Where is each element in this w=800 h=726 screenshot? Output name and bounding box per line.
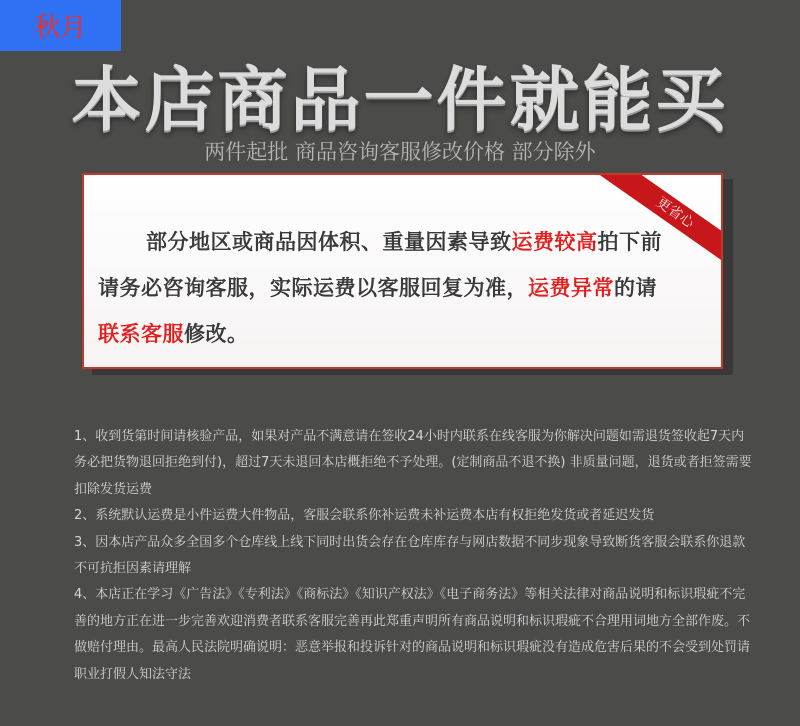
notice-text-segment: 修改。 <box>184 322 249 346</box>
abnormal-shipping-highlight: 运费异常 <box>528 276 614 300</box>
contact-service-highlight: 联系客服 <box>98 322 184 346</box>
store-name-label: 秋月 <box>34 13 87 43</box>
notice-line-1 <box>98 219 710 265</box>
shipping-notice-text <box>98 219 710 357</box>
notice-text-segment: 请务必咨询客服，实际运费以客服回复为准， <box>98 276 528 300</box>
shipping-notice-card <box>82 173 723 369</box>
notice-text-segment: 部分地区或商品因体积、重量因素导致 <box>146 230 512 254</box>
corner-ribbon: 更省心 <box>594 173 723 274</box>
high-shipping-highlight: 运费较高 <box>511 230 598 254</box>
store-policy-list <box>74 424 754 688</box>
notice-text-segment: 拍下前 <box>597 230 662 254</box>
policy-item-stock: 3、因本店产品众多全国多个仓库线上线下同时出货会存在仓库库存与网店数据不同步现象导致断货客服会联系你退款不可抗拒因素请理解 <box>74 534 746 577</box>
policy-item-legal: 4、本店正在学习《广告法》《专利法》《商标法》《知识产权法》《电子商务法》等相关法律对商品说明和标识瑕疵不完善的地方正在进一步完善欢迎消费者联系客服完善再此郑重声明所有商品说明和标识瑕疵不合理用词地方全部作废。不做赔付理由。最高人民法院明确说明：恶意举报和投诉针对的商品说明和标识瑕疵没有造成危害后果的不会受到处罚请职业打假人知法守法 <box>74 587 751 682</box>
notice-line-3 <box>98 311 710 357</box>
headline-title: 本店商品一件就能买 <box>71 59 729 141</box>
policy-item-shipping-fee: 2、系统默认运费是小件运费大件物品，客服会联系你补运费未补运费本店有权拒绝发货或者延迟发货 <box>74 508 655 524</box>
headline-subtitle: 两件起批 商品咨询客服修改价格 部分除外 <box>204 140 596 164</box>
policy-item-receiving: 1、收到货第时间请核验产品，如果对产品不满意请在签收24小时内联系在线客服为你解决问题如需退货签收起7天内务必把货物退回拒绝到付)，超过7天未退回本店概拒绝不予处理。(定制商品不退不换) 非质量问题，退货或者拒签需要扣除发货运费 <box>74 429 752 497</box>
notice-line-2 <box>98 265 710 311</box>
notice-text-segment: 的请 <box>614 276 657 300</box>
